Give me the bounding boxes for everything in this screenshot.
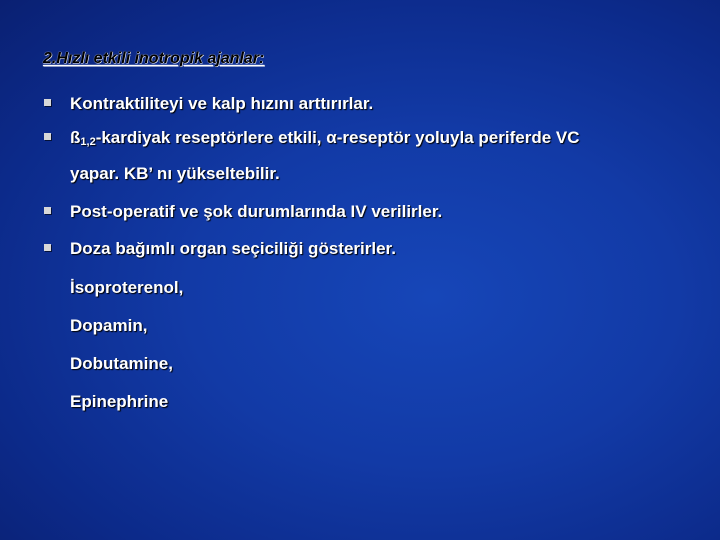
drug-name: Epinephrine <box>70 392 169 411</box>
square-bullet-icon <box>44 133 51 140</box>
beta-symbol: ß <box>70 128 81 147</box>
drug-name: İsoproterenol, <box>70 278 184 297</box>
beta-subscript: 1,2 <box>80 136 96 148</box>
slide-title: 2.Hızlı etkili inotropik ajanlar: <box>43 50 265 67</box>
bullet-text: Post-operatif ve şok durumlarında IV verilirler. <box>70 202 443 221</box>
square-bullet-icon <box>44 244 51 251</box>
bullet-continuation: yapar. KB’ nı yükseltebilir. <box>70 164 280 183</box>
square-bullet-icon <box>44 207 51 214</box>
bullet-text: Kontraktiliteyi ve kalp hızını arttırırlar. <box>70 94 374 113</box>
drug-name: Dopamin, <box>70 316 148 335</box>
square-bullet-icon <box>44 99 51 106</box>
drug-name: Dobutamine, <box>70 354 173 373</box>
bullet-text <box>70 128 580 148</box>
bullet-text-main: -kardiyak reseptörlere etkili, α-reseptör yoluyla periferde VC <box>95 128 580 147</box>
bullet-text: Doza bağımlı organ seçiciliği gösterirler. <box>70 239 396 258</box>
